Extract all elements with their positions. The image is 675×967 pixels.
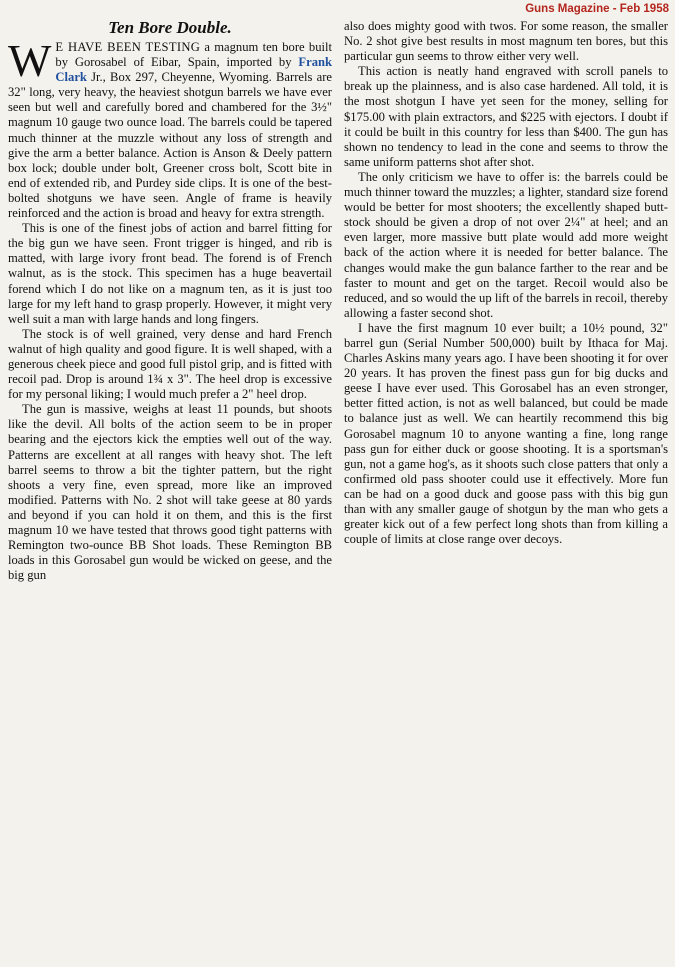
paragraph-7: The only criticism we have to offer is: the barrels could be much thinner toward the muzzles; a lighter, standard size forend would be better for most shooters; the excellently shaped butt-stock should be given a drop of not over 2¼" at heel; and an even larger, more massive butt plate would add more weight back of the action where it is needed for better balance. The changes would make the gun balance farther to the rear and be faster to mount and get on the target. Recoil would also be reduced, and so would the up lift of the barrels in recoil, thereby allowing a faster second shot. xyxy=(344,169,668,320)
paragraph-1-text-a: a magnum ten bore built by Gorosabel of Eibar, Spain, imported by xyxy=(55,40,332,70)
drop-cap: W xyxy=(8,35,52,86)
paragraph-1-text-b: Jr., Box 297, Cheyenne, Wyoming. Barrels are 32" long, very heavy, the heaviest shotgun barrels we have ever seen but well and carefully bored and chambered for the 3½" magnum 10 gauge two ounce load. The barrels could be tapered much thinner at the muzzle without any loss of strength and give the arm a better balance. Action is Anson & Deely pattern box lock; double under bolt, Greener cross bolt, Scott bite in end of extended rib, and Purdey side clips. It is one of the best-bolted shotguns we have seen. Angle of frame is heavily reinforced and the action is broad and heavy for extra strength. xyxy=(8,70,332,221)
paragraph-2: This is one of the finest jobs of action and barrel fitting for the big gun we have seen. Front trigger is hinged, and rib is matted, with large ivory front bead. The forend is of French walnut, as is the stock. This specimen has a huge beavertail forend which I do not like on a magnum ten, as it is just too large for my left hand to grasp properly. However, it might very well suit a man with large hands and long fingers. xyxy=(8,221,332,326)
paragraph-3: The stock is of well grained, very dense and hard French walnut of high quality and good figure. It is well shaped, with a generous cheek piece and good full pistol grip, and is fitted with recoil pad. Drop is around 1¾ x 3". The heel drop is excessive for my personal liking; I would much prefer a 2" heel drop. xyxy=(8,326,332,402)
article-title: Ten Bore Double. xyxy=(108,18,232,37)
paragraph-5: also does mighty good with twos. For some reason, the smaller No. 2 shot give best results in most magnum ten bores, but this particular gun seems to throw either very well. xyxy=(344,19,668,64)
lead-in-caps: E HAVE BEEN TESTING xyxy=(55,40,201,54)
source-label: Guns Magazine - Feb 1958 xyxy=(525,3,669,15)
paragraph-4: The gun is massive, weighs at least 11 pounds, but shoots like the devil. All bolts of the action seem to be in proper bearing and the ejectors kick the empties well out of the way. Patterns are excellent at all ranges with heavy shot. The left barrel seems to throw a bit the tighter pattern, but the right shoots a very fine, even spread, more like an improved modified. Patterns with No. 2 shot will take geese at 80 yards and beyond if you can hold it on them, and this is the first magnum 10 we have tested that throws good tight patterns with Remington two-ounce BB Shot loads. These Remington BB loads in this Gorosabel gun would be wicked on geese, and the big gun xyxy=(8,402,332,583)
paragraph-8: I have the first magnum 10 ever built; a 10½ pound, 32" barrel gun (Serial Number 500,000) built by Ithaca for Maj. Charles Askins many years ago. I have been shooting it for over 20 years. It has proven the finest pass gun for big ducks and geese I have ever used. This Gorosabel has an even stronger, better fitted action, is not as well balanced, but could be made to balance just as well. We can heartily recommend this big Gorosabel magnum 10 to anyone wanting a fine, long range pass gun for either duck or goose shooting. It is a sportsman's gun, not a game hog's, as it shoots such close patters that only a confirmed old pass shooter could use it effectively. More fun can be had on a good duck and goose pass with this big gun than with any smaller gauge of shotgun by the man who gets a greater kick out of a few perfect long shots than from killing a couple of limits at close range over decoys. xyxy=(344,320,668,547)
highlighted-name: Frank Clark xyxy=(55,55,332,85)
right-column xyxy=(344,19,668,547)
paragraph-1 xyxy=(8,35,332,221)
left-column xyxy=(8,35,332,583)
paragraph-6: This action is neatly hand engraved with scroll panels to break up the plainness, and is also case hardened. All told, it is the most shotgun I have yet seen for the money, selling for $175.00 with plain extractors, and $225 with ejectors. I doubt if it could be built in this country for less than $400. The gun has shown no tendency to lead in the cone and seems to throw the same uniform patterns shot after shot. xyxy=(344,64,668,169)
